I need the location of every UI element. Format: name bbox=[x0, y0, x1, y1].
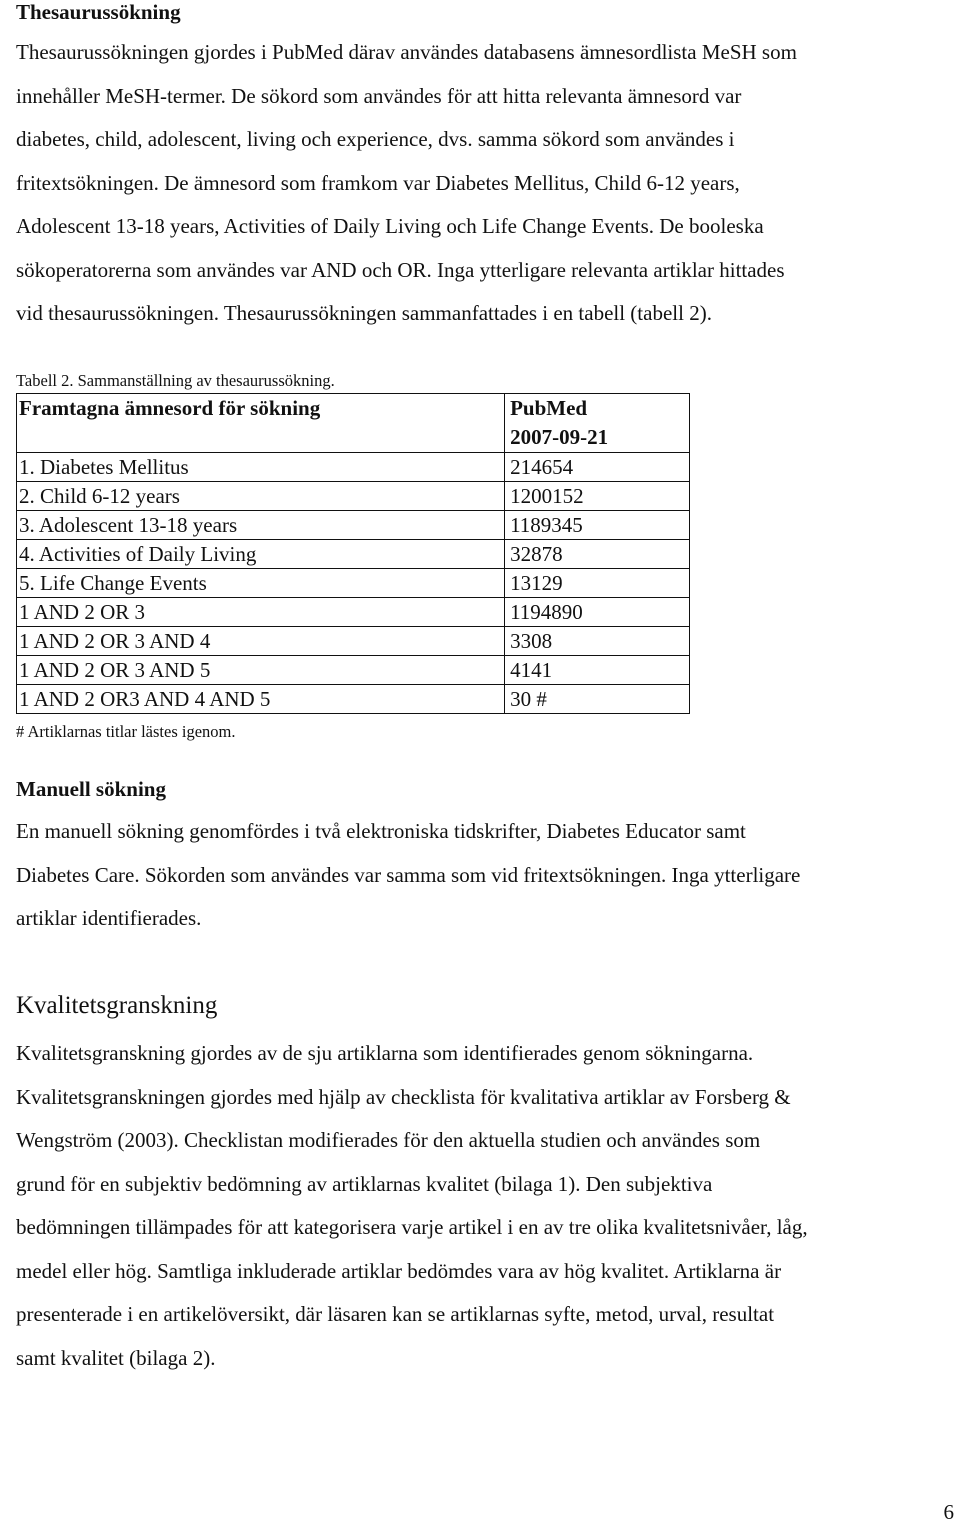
table-cell-count: 1189345 bbox=[505, 511, 690, 540]
paragraph-line: vid thesaurussökningen. Thesaurussökningen sammanfattades i en tabell (tabell 2). bbox=[16, 301, 712, 325]
paragraph-line: bedömningen tillämpades för att kategorisera varje artikel i en av tre olika kvalitetsnivåer, låg, bbox=[16, 1215, 808, 1239]
table-row bbox=[17, 482, 690, 511]
paragraph-line: Kvalitetsgranskning gjordes av de sju artiklarna som identifierades genom sökningarna. bbox=[16, 1041, 754, 1065]
table-cell-count: 3308 bbox=[505, 627, 690, 656]
table-cell-term: 1 AND 2 OR3 AND 4 AND 5 bbox=[17, 685, 505, 714]
table-row bbox=[17, 685, 690, 714]
section-heading-manuell-sokning: Manuell sökning bbox=[16, 777, 166, 801]
paragraph-line: Wengström (2003). Checklistan modifierades för den aktuella studien och användes som bbox=[16, 1128, 761, 1152]
paragraph-line: sökoperatorerna som användes var AND och OR. Inga ytterligare relevanta artiklar hittades bbox=[16, 257, 785, 282]
table-cell-term: 4. Activities of Daily Living bbox=[17, 540, 505, 569]
table-header-row bbox=[17, 394, 690, 453]
table-cell-count: 32878 bbox=[505, 540, 690, 569]
table-row bbox=[17, 656, 690, 685]
paragraph-line: En manuell sökning genomfördes i två elektroniska tidskrifter, Diabetes Educator samt bbox=[16, 819, 746, 843]
table-cell-term: 1 AND 2 OR 3 AND 5 bbox=[17, 656, 505, 685]
table-cell-count: 13129 bbox=[505, 569, 690, 598]
paragraph-line: samt kvalitet (bilaga 2). bbox=[16, 1345, 216, 1370]
table-row bbox=[17, 627, 690, 656]
table-cell-term: 1 AND 2 OR 3 bbox=[17, 598, 505, 627]
section-heading-kvalitetsgranskning: Kvalitetsgranskning bbox=[16, 992, 218, 1019]
paragraph-line: presenterade i en artikelöversikt, där läsaren kan se artiklarnas syfte, metod, urval, resultat bbox=[16, 1302, 775, 1326]
table-cell-count: 1200152 bbox=[505, 482, 690, 511]
table-row bbox=[17, 511, 690, 540]
table-caption: Tabell 2. Sammanställning av thesaurussökning. bbox=[16, 371, 335, 390]
table-row bbox=[17, 453, 690, 482]
section-heading-thesaurussokning: Thesaurussökning bbox=[16, 0, 181, 24]
table-row bbox=[17, 569, 690, 598]
paragraph-line: artiklar identifierades. bbox=[16, 906, 202, 930]
paragraph-line: medel eller hög. Samtliga inkluderade artiklar bedömdes vara av hög kvalitet. Artiklarna är bbox=[16, 1258, 782, 1283]
page-number: 6 bbox=[943, 1500, 954, 1524]
table-cell-term: 2. Child 6-12 years bbox=[17, 482, 505, 511]
table-header-pubmed-label: PubMed bbox=[510, 396, 588, 420]
table-cell-count: 1194890 bbox=[505, 598, 690, 627]
paragraph-line: Adolescent 13-18 years, Activities of Daily Living och Life Change Events. De booleska bbox=[16, 214, 764, 238]
table-cell-term: 1 AND 2 OR 3 AND 4 bbox=[17, 627, 505, 656]
paragraph-line: grund för en subjektiv bedömning av artiklarnas kvalitet (bilaga 1). Den subjektiva bbox=[16, 1171, 713, 1196]
table-row bbox=[17, 598, 690, 627]
table-header-pubmed-date: 2007-09-21 bbox=[510, 425, 609, 449]
table-cell-count: 4141 bbox=[505, 656, 690, 685]
table-cell-count: 214654 bbox=[505, 453, 690, 482]
paragraph-kvalitetsgranskning bbox=[16, 1032, 946, 1380]
paragraph-line: Thesaurussökningen gjordes i PubMed därav användes databasens ämnesordlista MeSH som bbox=[16, 40, 797, 64]
table-cell-count: 30 # bbox=[505, 685, 690, 714]
table-header-pubmed bbox=[505, 394, 690, 453]
paragraph-line: Diabetes Care. Sökorden som användes var samma som vid fritextsökningen. Inga ytterligare bbox=[16, 862, 801, 887]
paragraph-manuell-sokning bbox=[16, 810, 946, 941]
paragraph-thesaurussokning bbox=[16, 31, 946, 336]
table-cell-term: 5. Life Change Events bbox=[17, 569, 505, 598]
paragraph-line: diabetes, child, adolescent, living och experience, dvs. samma sökord som användes i bbox=[16, 127, 735, 151]
paragraph-line: innehåller MeSH-termer. De sökord som användes för att hitta relevanta ämnesord var bbox=[16, 83, 742, 108]
thesaurus-search-table bbox=[16, 393, 690, 714]
table-row bbox=[17, 540, 690, 569]
table-footnote: # Artiklarnas titlar lästes igenom. bbox=[16, 722, 236, 741]
table-header-terms: Framtagna ämnesord för sökning bbox=[17, 394, 505, 453]
table-cell-term: 3. Adolescent 13-18 years bbox=[17, 511, 505, 540]
paragraph-line: fritextsökningen. De ämnesord som framkom var Diabetes Mellitus, Child 6-12 years, bbox=[16, 170, 740, 195]
paragraph-line: Kvalitetsgranskningen gjordes med hjälp av checklista för kvalitativa artiklar av Forsberg & bbox=[16, 1084, 791, 1109]
table-cell-term: 1. Diabetes Mellitus bbox=[17, 453, 505, 482]
